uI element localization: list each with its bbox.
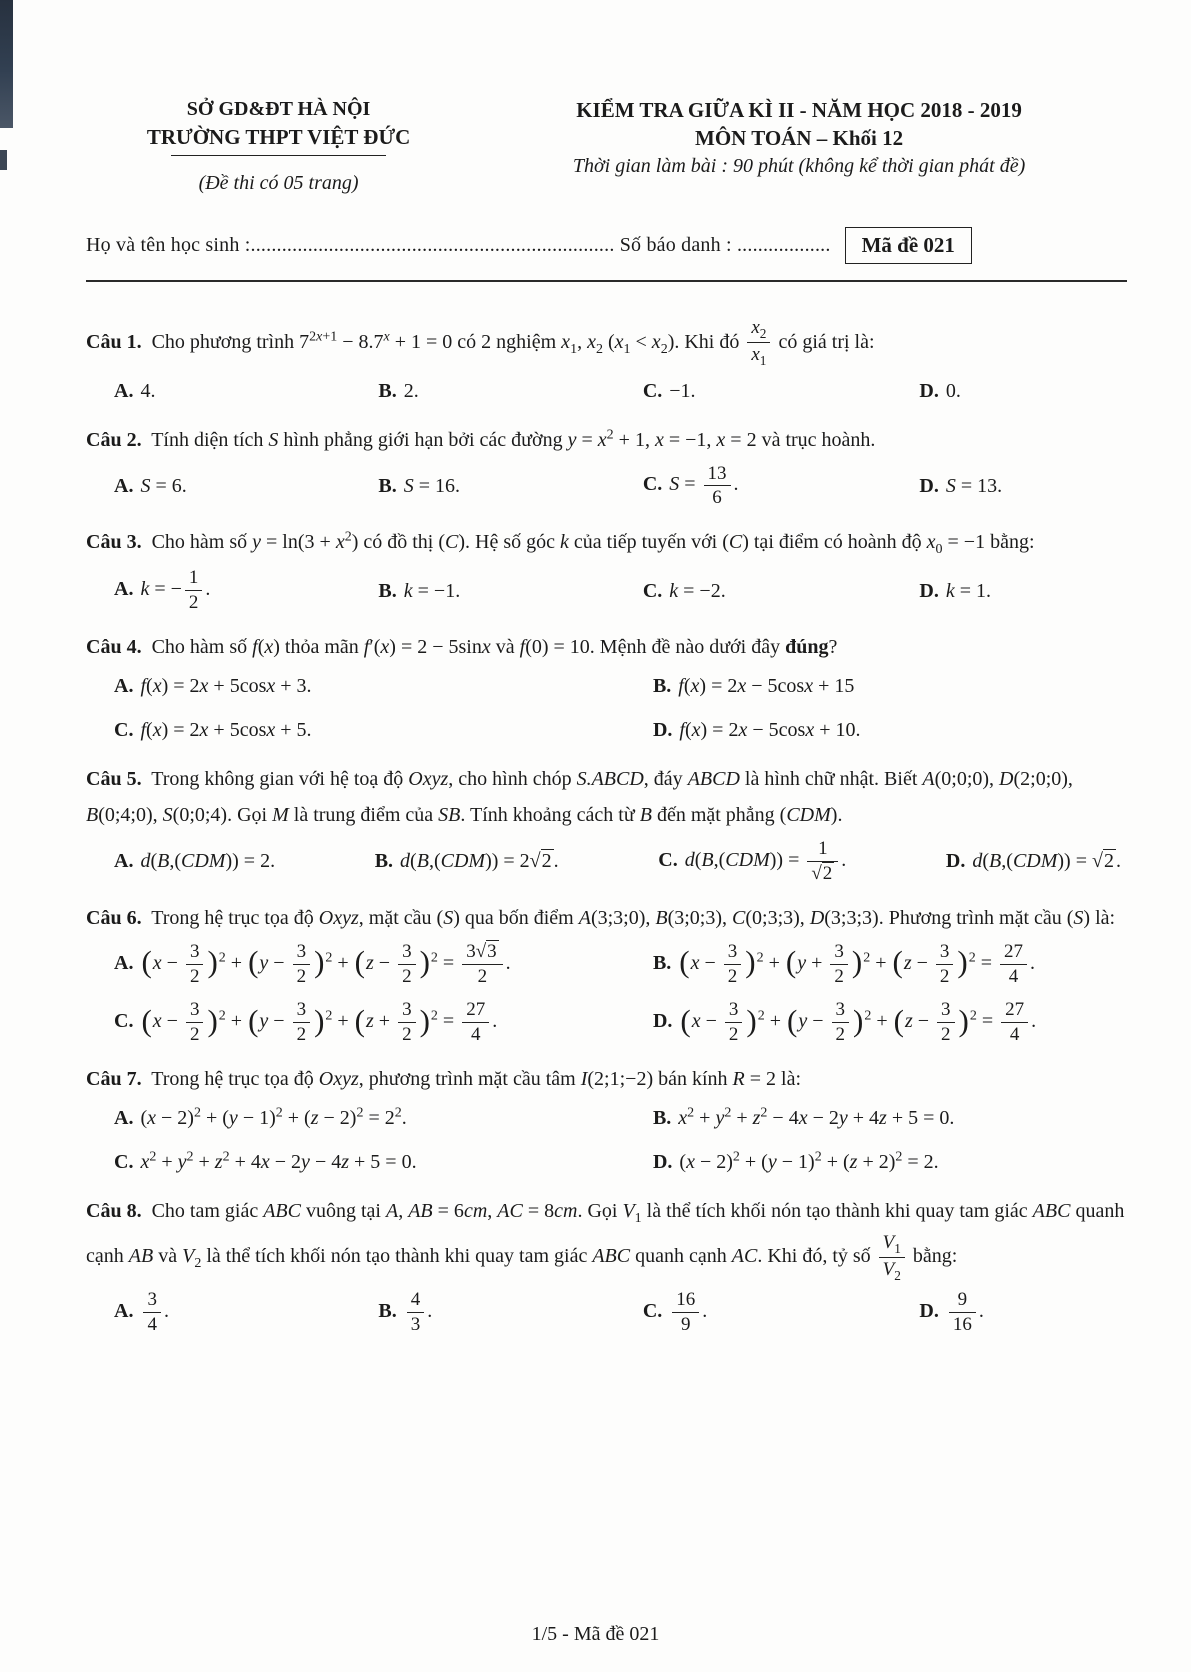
question-number: Câu 1. xyxy=(86,330,142,353)
question-text: Trong hệ trục tọa độ Oxyz, mặt cầu (S) qua bốn điểm A(3;3;0), B(3;0;3), C(0;3;3), D(3;3;3). Phương trình mặt cầu (S) là: xyxy=(151,906,1116,929)
question-8 xyxy=(86,1193,1127,1337)
option-text: $\frac{9}{16}$ . xyxy=(946,1300,984,1322)
option-text: $(x - 2)^2 + (y - 1)^2 + (z - 2)^2 = 2^2$. xyxy=(140,1105,407,1130)
question-5 xyxy=(86,761,1127,886)
option-text: S = $\frac{13}{6}$ . xyxy=(669,462,739,509)
option-text: $(x - 2)^2 + (y - 1)^2 + (z + 2)^2 = 2$. xyxy=(679,1149,939,1174)
option-text: $\frac{4}{3}$ . xyxy=(404,1300,433,1322)
option-label: A. xyxy=(114,474,134,497)
question-stem xyxy=(86,1061,1127,1097)
question-text: Cho hàm số f(x) thỏa mãn f′(x) = 2 − 5sinx và f(0) = 10. Mệnh đề nào dưới đây đúng? xyxy=(151,636,838,659)
question-text: Tính diện tích S hình phẳng giới hạn bởi các đường $y = x^2 + 1$, x = −1, x = 2 và trục hoành. xyxy=(151,426,876,451)
scan-artifact xyxy=(0,0,13,128)
answer-option-d xyxy=(919,574,1127,608)
option-label: D. xyxy=(919,379,939,402)
option-label: D. xyxy=(945,850,966,873)
page-count-note: (Đề thi có 05 trang) xyxy=(198,172,359,195)
option-label: B. xyxy=(378,579,397,602)
question-number: Câu 7. xyxy=(86,1068,142,1091)
option-label: B. xyxy=(652,951,672,974)
option-text: S = 16. xyxy=(403,474,461,497)
answer-option-b xyxy=(375,844,559,878)
option-text: (x − $\frac{3}{2}$ )$^2$ + (y + $\frac{3}{2}$ )$^2$ + (z − $\frac{3}{2}$ )$^2$ = $\frac{27}{4}$ . xyxy=(679,940,1036,987)
exam-code-box: Mã đề 021 xyxy=(845,227,972,264)
question-stem xyxy=(86,761,1127,833)
answer-options xyxy=(114,462,1127,511)
option-label: D. xyxy=(919,579,939,602)
exam-subject: MÔN TOÁN – Khối 12 xyxy=(695,126,904,151)
answer-options xyxy=(114,374,1127,408)
question-stem xyxy=(86,629,1127,665)
answer-option-b xyxy=(653,669,1127,703)
student-name-line xyxy=(86,234,831,257)
option-label: D. xyxy=(652,1151,673,1174)
answer-option-b xyxy=(378,374,634,408)
option-label: A. xyxy=(114,578,134,601)
department-name: SỞ GD&ĐT HÀ NỘI xyxy=(186,98,371,120)
question-2 xyxy=(86,422,1127,511)
option-text: $x^2 + y^2 + z^2 - 4x - 2y + 4z + 5 = 0$. xyxy=(678,1105,955,1130)
option-label: D. xyxy=(919,1300,939,1323)
header-divider xyxy=(171,155,386,156)
question-stem xyxy=(86,1193,1127,1284)
option-text: d(B,(CDM)) = 2√2 . xyxy=(400,850,559,873)
option-text: $\frac{3}{4}$ . xyxy=(140,1300,169,1322)
answer-options xyxy=(114,669,1127,747)
student-info-row xyxy=(86,227,1127,264)
question-text: Cho phương trình $7^{2x+1} - 8.7^x + 1 = 0$ có 2 nghiệm $x_1$, $x_2$ $(x_1 < x_2)$. Khi đó $\frac{x_2}{x_1}$ có giá trị là: xyxy=(151,317,875,369)
exam-title-block xyxy=(471,96,1127,180)
option-label: C. xyxy=(114,1151,134,1174)
question-text: Trong hệ trục tọa độ Oxyz, phương trình mặt cầu tâm I(2;1;−2) bán kính R = 2 là: xyxy=(151,1068,802,1091)
question-number: Câu 2. xyxy=(86,428,142,451)
option-text: f(x) = 2x + 5cosx + 3. xyxy=(140,675,312,698)
question-text: Trong không gian với hệ toạ độ Oxyz, cho hình chóp S.ABCD, đáy ABCD là hình chữ nhật. Biết A(0;0;0), D(2;0;0), B(0;4;0), S(0;0;4). Gọi M là trung điểm của SB. Tính khoảng cách từ B đến mặt phẳng (CDM). xyxy=(86,768,1073,827)
school-name: TRƯỜNG THPT VIỆT ĐỨC xyxy=(146,125,411,149)
answer-option-b xyxy=(378,1288,634,1337)
question-stem xyxy=(86,316,1127,369)
answer-options xyxy=(114,566,1127,615)
option-label: B. xyxy=(378,474,397,497)
answer-option-a xyxy=(114,469,370,503)
question-number: Câu 8. xyxy=(86,1200,142,1223)
option-text: S = 13. xyxy=(945,474,1003,497)
answer-option-d xyxy=(653,1145,1127,1179)
option-text: $x^2 + y^2 + z^2 + 4x - 2y - 4z + 5 = 0$. xyxy=(140,1149,417,1174)
question-text: Cho hàm số $y = \ln(3 + x^2)$ có đồ thị (C). Hệ số góc k của tiếp tuyến với (C) tại điểm có hoành độ $x_0 = -1$ bằng: xyxy=(151,529,1035,558)
option-text: d(B,(CDM)) = 2. xyxy=(140,850,276,873)
option-label: C. xyxy=(658,849,678,871)
option-label: A. xyxy=(114,1107,134,1130)
option-text: k = −2. xyxy=(669,579,726,602)
option-label: A. xyxy=(114,850,134,873)
answer-option-d xyxy=(919,1288,1127,1337)
option-label: C. xyxy=(642,579,663,602)
option-label: C. xyxy=(642,473,663,496)
option-text: $\frac{16}{9}$ . xyxy=(669,1300,707,1322)
option-label: B. xyxy=(374,850,394,873)
answer-option-c xyxy=(658,837,846,886)
page-footer: 1/5 - Mã đề 021 xyxy=(531,1623,660,1645)
option-label: B. xyxy=(652,1107,672,1130)
answer-option-a xyxy=(114,844,275,878)
question-stem xyxy=(86,422,1127,458)
question-stem xyxy=(86,900,1127,936)
option-label: D. xyxy=(652,1010,673,1033)
option-label: C. xyxy=(114,719,134,742)
answer-option-c xyxy=(643,374,912,408)
option-label: C. xyxy=(642,379,663,402)
answer-option-a xyxy=(114,669,645,703)
answer-option-b xyxy=(653,940,1127,989)
option-text: −1. xyxy=(669,379,696,402)
question-number: Câu 5. xyxy=(86,768,142,791)
question-text: Cho tam giác ABC vuông tại A, AB = 6cm, AC = 8cm. Gọi $V_1$ là thể tích khối nón tạo thành khi quay tam giác ABC quanh cạnh AB và $V_2$ là thể tích khối nón tạo thành khi quay tam giác ABC quanh cạnh AC. Khi đó, tỷ số $\frac{V_1}{V_2}$ bằng: xyxy=(86,1200,1125,1284)
option-label: A. xyxy=(114,675,134,698)
option-text: (x − $\frac{3}{2}$ )$^2$ + (y − $\frac{3}{2}$ )$^2$ + (z − $\frac{3}{2}$ )$^2$ = $\frac{3√3}{2}$ . xyxy=(141,940,511,987)
option-text: k = −1. xyxy=(403,579,461,602)
answer-option-c xyxy=(643,574,912,608)
option-label: B. xyxy=(378,1300,397,1323)
answer-option-d xyxy=(919,374,1127,408)
answer-option-c xyxy=(114,713,645,747)
option-label: C. xyxy=(114,1010,134,1033)
option-label: A. xyxy=(114,379,134,402)
answer-options xyxy=(114,1101,1127,1179)
question-6 xyxy=(86,900,1127,1047)
exam-duration: Thời gian làm bài : 90 phút (không kể thời gian phát đề) xyxy=(572,154,1026,177)
option-text: d(B,(CDM)) = √2 . xyxy=(972,850,1121,873)
option-text: f(x) = 2x − 5cosx + 10. xyxy=(679,719,861,742)
option-text: k = 1. xyxy=(945,579,992,602)
school-block xyxy=(86,96,471,197)
answer-option-c xyxy=(114,1145,645,1179)
option-label: B. xyxy=(652,675,672,698)
question-4 xyxy=(86,629,1127,747)
option-text: f(x) = 2x − 5cosx + 15 xyxy=(678,675,855,698)
student-name-label: Họ và tên học sinh :...................................................................... xyxy=(86,234,615,257)
answer-option-d xyxy=(653,998,1127,1047)
answer-option-b xyxy=(378,469,634,503)
question-3 xyxy=(86,524,1127,615)
answer-option-d xyxy=(653,713,1127,747)
answer-options xyxy=(114,1288,1127,1337)
answer-option-c xyxy=(643,462,912,511)
question-number: Câu 4. xyxy=(86,636,142,659)
question-stem xyxy=(86,524,1127,562)
exam-title: KIỂM TRA GIỮA KÌ II - NĂM HỌC 2018 - 2019 xyxy=(576,98,1022,122)
answer-option-a xyxy=(114,374,370,408)
option-text: k = − $\frac{1}{2}$ . xyxy=(140,567,211,614)
option-label: A. xyxy=(114,1300,134,1323)
option-label: A. xyxy=(114,951,134,974)
student-id-label: Số báo danh : .................. xyxy=(619,234,831,257)
answer-option-a xyxy=(114,1288,370,1337)
answer-option-c xyxy=(643,1288,912,1337)
option-text: d(B,(CDM)) = $\frac{1}{√2}$ . xyxy=(684,838,847,884)
header-rule xyxy=(86,280,1127,282)
option-label: D. xyxy=(652,719,673,742)
option-text: 4. xyxy=(140,379,156,402)
answer-option-b xyxy=(378,574,634,608)
scan-artifact xyxy=(0,150,7,170)
option-label: B. xyxy=(378,379,397,402)
answer-option-b xyxy=(653,1101,1127,1135)
answer-option-a xyxy=(114,940,645,989)
answer-option-c xyxy=(114,998,645,1047)
question-7 xyxy=(86,1061,1127,1179)
question-number: Câu 3. xyxy=(86,531,142,554)
answer-option-d xyxy=(946,844,1121,878)
question-number: Câu 6. xyxy=(86,906,142,929)
question-1 xyxy=(86,316,1127,407)
answer-options xyxy=(114,940,1127,1047)
option-text: S = 6. xyxy=(140,474,187,497)
answer-option-d xyxy=(919,469,1127,503)
option-label: C. xyxy=(642,1300,663,1323)
option-text: 2. xyxy=(403,379,419,402)
answer-options xyxy=(114,837,1121,886)
header xyxy=(86,96,1127,197)
questions-list xyxy=(86,316,1127,1337)
option-text: f(x) = 2x + 5cosx + 5. xyxy=(140,719,312,742)
option-text: 0. xyxy=(945,379,961,402)
option-text: (x − $\frac{3}{2}$ )$^2$ + (y − $\frac{3}{2}$ )$^2$ + (z − $\frac{3}{2}$ )$^2$ = $\frac{27}{4}$ . xyxy=(680,999,1037,1046)
answer-option-a xyxy=(114,566,370,615)
option-text: (x − $\frac{3}{2}$ )$^2$ + (y − $\frac{3}{2}$ )$^2$ + (z + $\frac{3}{2}$ )$^2$ = $\frac{27}{4}$ . xyxy=(141,999,498,1046)
answer-option-a xyxy=(114,1101,645,1135)
option-label: D. xyxy=(919,474,939,497)
